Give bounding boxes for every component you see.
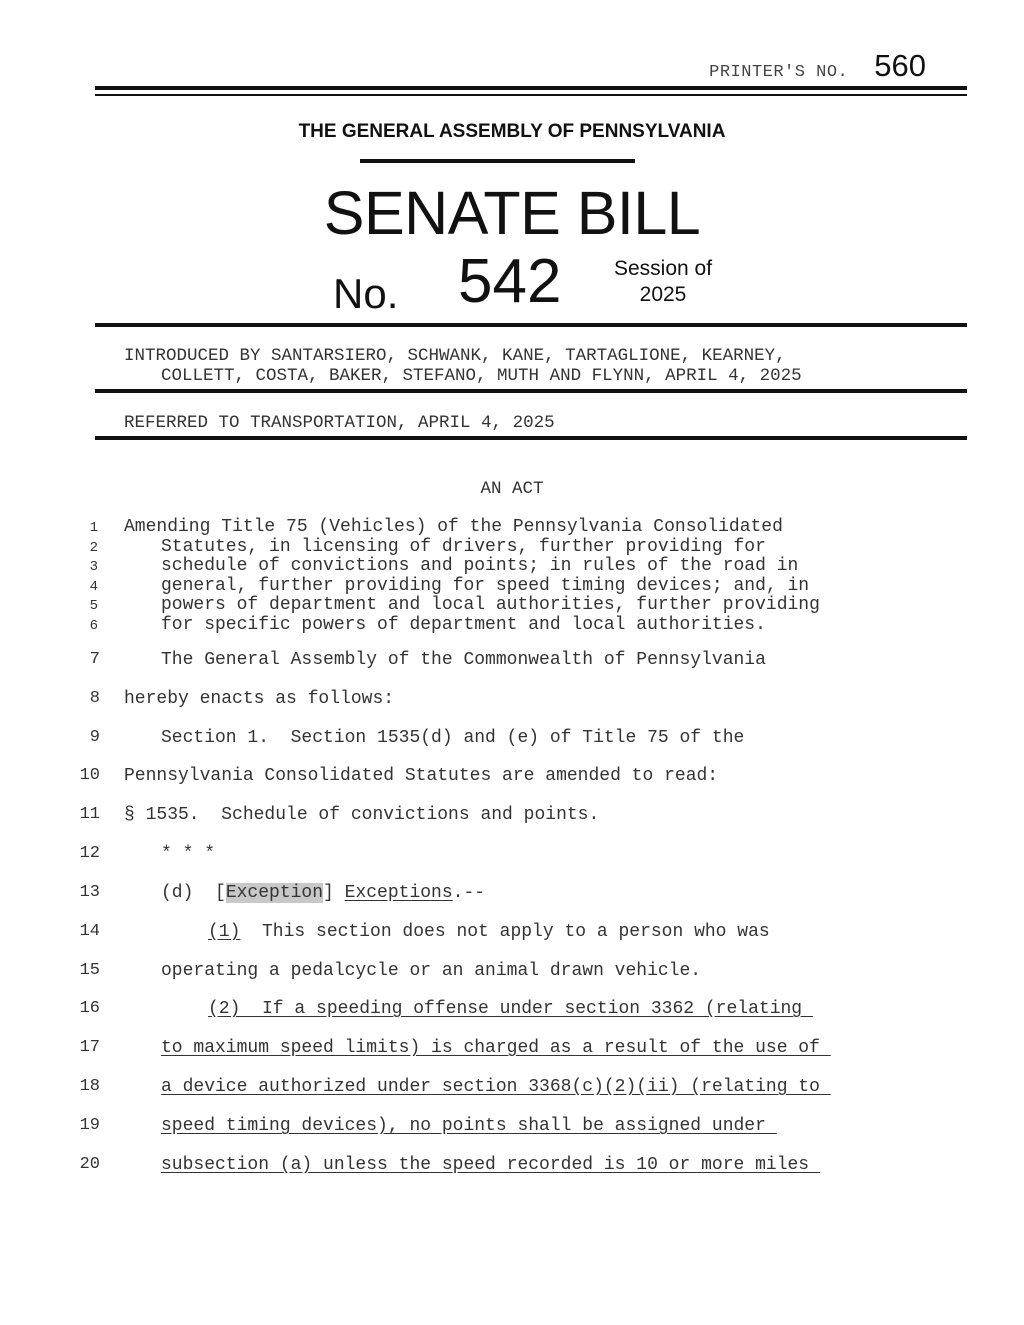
- printers-number-label: PRINTER'S NO.: [709, 63, 849, 82]
- intro-rule: [95, 389, 967, 393]
- line-number: 13: [79, 883, 100, 902]
- inserted-line: subsection (a) unless the speed recorded is 10 or more miles: [161, 1155, 820, 1175]
- line-number: 4: [89, 579, 98, 595]
- inserted-line: a device authorized under section 3368(c)(2)(ii) (relating to: [161, 1077, 831, 1097]
- title-line: Statutes, in licensing of drivers, further providing for: [161, 537, 766, 557]
- line-number: 8: [89, 689, 100, 708]
- inserted-line: speed timing devices), no points shall be assigned under: [161, 1116, 777, 1136]
- line-number: 6: [89, 618, 98, 634]
- body-line-amended: [161, 883, 485, 903]
- top-rule-thin: [95, 94, 967, 96]
- line-number: 18: [79, 1077, 100, 1096]
- omission-marker: * * *: [161, 844, 216, 864]
- act-heading: AN ACT: [480, 479, 544, 499]
- body-line: Section 1. Section 1535(d) and (e) of Title 75 of the: [161, 728, 745, 748]
- line-number: 9: [89, 728, 100, 747]
- body-line: hereby enacts as follows:: [124, 689, 395, 709]
- printers-number-value: 560: [874, 48, 926, 83]
- bracket-close: ]: [323, 883, 345, 903]
- introduced-by-line-2: COLLETT, COSTA, BAKER, STEFANO, MUTH AND FLYNN, APRIL 4, 2025: [161, 366, 802, 386]
- line-number: 3: [89, 559, 98, 575]
- session-label: Session of: [613, 257, 713, 280]
- deleted-text: Exception: [225, 883, 324, 903]
- line-number: 14: [79, 922, 100, 941]
- line-number: 12: [79, 844, 100, 863]
- line-number: 17: [79, 1038, 100, 1057]
- body-line: Pennsylvania Consolidated Statutes are amended to read:: [124, 766, 719, 786]
- body-line: The General Assembly of the Commonwealth of Pennsylvania: [161, 650, 766, 670]
- line-number: 11: [79, 805, 100, 824]
- session-info: [605, 256, 721, 308]
- body-line-amended: [208, 922, 770, 942]
- line-number: 19: [79, 1116, 100, 1135]
- line-number: 1: [89, 520, 98, 536]
- inserted-text: Exceptions: [344, 883, 453, 903]
- top-rule-thick: [95, 86, 967, 90]
- inserted-text: (1): [208, 922, 241, 942]
- title-line: powers of department and local authorities, further providing: [161, 595, 820, 615]
- referred-rule: [95, 436, 967, 440]
- title-line: for specific powers of department and local authorities.: [161, 615, 766, 635]
- inserted-line: (2) If a speeding offense under section 3362 (relating: [208, 999, 813, 1019]
- bill-type-title: SENATE BILL: [323, 179, 701, 247]
- body-text: This section does not apply to a person who was: [240, 922, 770, 942]
- text-suffix: .--: [452, 883, 486, 903]
- title-line: general, further providing for speed timing devices; and, in: [161, 576, 810, 596]
- printers-number: [709, 48, 926, 84]
- line-number: 2: [89, 540, 98, 556]
- line-number: 10: [79, 766, 100, 785]
- session-year: 2025: [639, 283, 687, 306]
- inserted-line: to maximum speed limits) is charged as a result of the use of: [161, 1038, 831, 1058]
- line-number: 5: [89, 598, 98, 614]
- line-number: 20: [79, 1155, 100, 1174]
- section-heading: § 1535. Schedule of convictions and points.: [124, 805, 600, 825]
- title-line: Amending Title 75 (Vehicles) of the Pennsylvania Consolidated: [124, 517, 783, 537]
- assembly-underline: [360, 159, 635, 163]
- introduced-by-line-1: INTRODUCED BY SANTARSIERO, SCHWANK, KANE, TARTAGLIONE, KEARNEY,: [124, 346, 786, 366]
- line-number: 15: [79, 961, 100, 980]
- line-number: 7: [89, 650, 100, 669]
- title-line: schedule of convictions and points; in rules of the road in: [161, 556, 799, 576]
- body-line: operating a pedalcycle or an animal drawn vehicle.: [161, 961, 702, 981]
- bill-number-label: No.: [333, 270, 399, 317]
- assembly-heading: THE GENERAL ASSEMBLY OF PENNSYLVANIA: [298, 121, 726, 142]
- subsection-label: (d) [: [161, 883, 226, 903]
- line-number: 16: [79, 999, 100, 1018]
- bill-number: 542: [458, 247, 562, 316]
- header-bottom-rule: [95, 323, 967, 327]
- referred-to-line: REFERRED TO TRANSPORTATION, APRIL 4, 2025: [124, 413, 555, 433]
